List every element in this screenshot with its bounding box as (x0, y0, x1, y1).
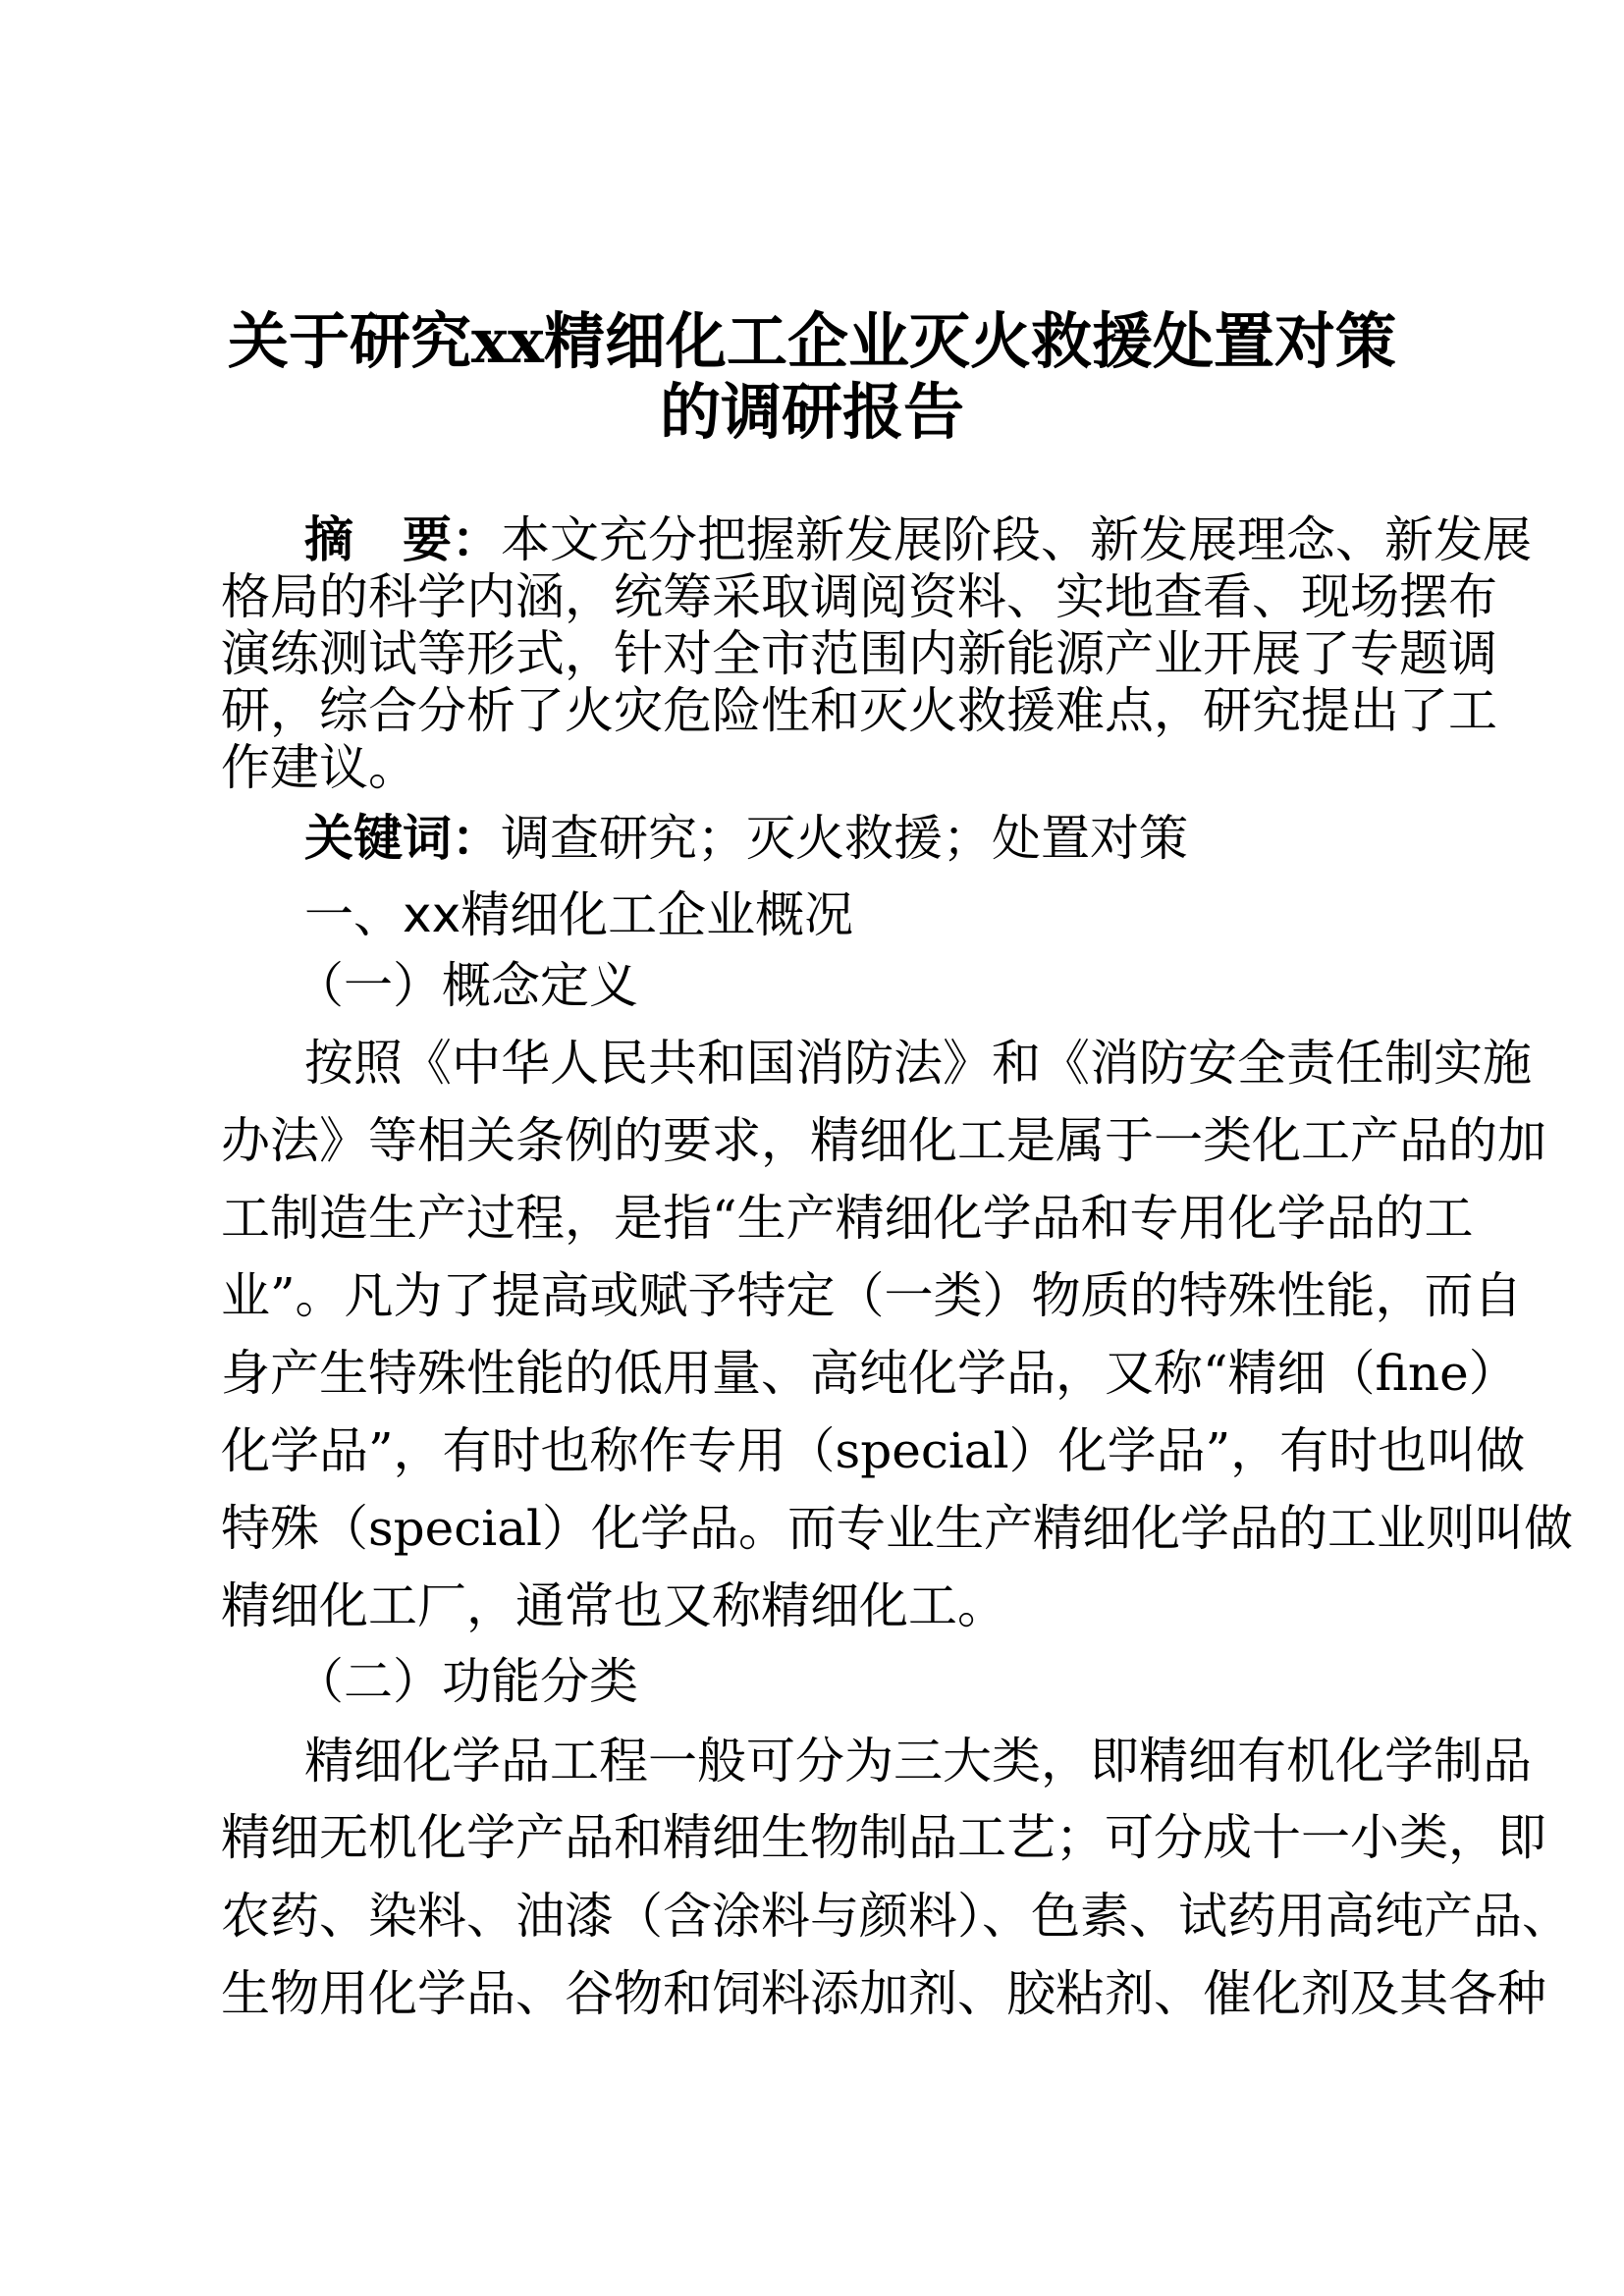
keywords-label: 关键词： (304, 810, 501, 867)
body-line: 化学品”，有时也称作专用（special）化学品”，有时也叫做 (221, 1422, 1526, 1479)
abstract-line: 研，综合分析了火灾危险性和灭火救援难点，研究提出了工 (221, 682, 1497, 739)
abstract-line: 摘 要：本文充分把握新发展阶段、新发展理念、新发展 (304, 510, 1532, 568)
body-line: 特殊（special）化学品。而专业生产精细化学品的工业则叫做 (221, 1500, 1574, 1557)
subsection-heading: （二）功能分类 (295, 1653, 638, 1710)
keywords-line: 关键词：调查研究；灭火救援；处置对策 (304, 810, 1188, 867)
abstract-line: 作建议。 (221, 739, 417, 796)
abstract-label: 摘 要： (304, 510, 501, 568)
body-line: 工制造生产过程，是指“生产精细化学品和专用化学品的工 (221, 1190, 1474, 1247)
body-line: 按照《中华人民共和国消防法》和《消防安全责任制实施 (304, 1035, 1532, 1092)
body-line: 办法》等相关条例的要求，精细化工是属于一类化工产品的加 (221, 1112, 1546, 1169)
body-line: 精细化工厂，通常也又称精细化工。 (221, 1577, 1006, 1634)
title-line-2: 的调研报告 (659, 376, 964, 448)
abstract-line: 格局的科学内涵，统筹采取调阅资料、实地查看、现场摆布 (221, 568, 1497, 625)
body-line: 业”。凡为了提高或赋予特定（一类）物质的特殊性能，而自 (221, 1267, 1523, 1324)
section-heading: 一、xx精细化工企业概况 (304, 886, 854, 943)
body-line: 精细化学品工程一般可分为三大类，即精细有机化学制品 (304, 1733, 1532, 1789)
body-line: 农药、染料、油漆（含涂料与颜料）、色素、试药用高纯产品、 (221, 1888, 1571, 1945)
subsection-heading: （一）概念定义 (295, 957, 638, 1014)
body-line: 身产生特殊性能的低用量、高纯化学品，又称“精细（fine） (221, 1345, 1518, 1402)
abstract-line: 演练测试等形式，针对全市范围内新能源产业开展了专题调 (221, 625, 1497, 682)
title-line-1: 关于研究xx精细化工企业灭火救援处置对策 (228, 305, 1396, 377)
body-line: 精细无机化学产品和精细生物制品工艺；可分成十一小类，即 (221, 1809, 1546, 1866)
body-line: 生物用化学品、谷物和饲料添加剂、胶粘剂、催化剂及其各种 (221, 1965, 1546, 2022)
